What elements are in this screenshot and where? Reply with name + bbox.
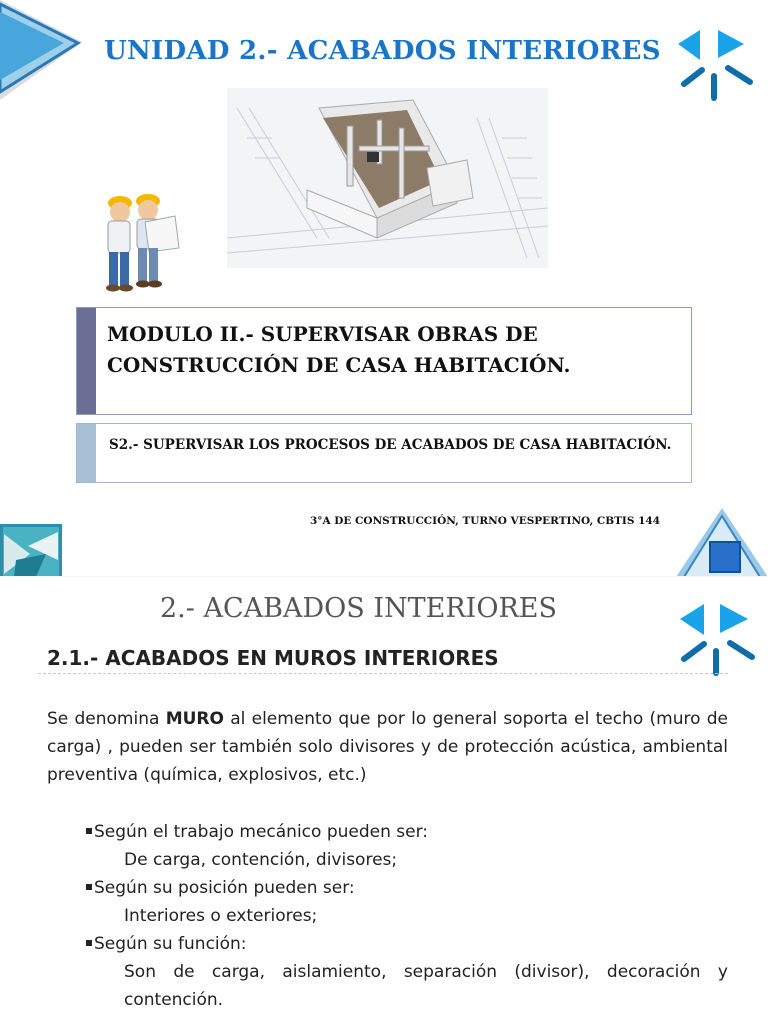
module-box — [76, 307, 692, 415]
list-item — [86, 818, 728, 846]
workers-clipart — [83, 190, 183, 300]
corner-pyramid-icon — [676, 506, 768, 577]
credit-line: 3°A DE CONSTRUCCIÓN, TURNO VESPERTINO, CBTIS 144 — [309, 515, 660, 527]
corner-logo-icon — [674, 26, 756, 102]
list-item-detail: Interiores o exteriores; — [124, 906, 318, 926]
slide-title: UNIDAD 2.- ACABADOS INTERIORES — [104, 36, 661, 66]
list-item-detail: Son de carga, aislamiento, separación (divisor), decoración y contención. — [124, 962, 728, 1010]
module-accent-bar — [77, 308, 96, 414]
submodule-title: S2.- SUPERVISAR LOS PROCESOS DE ACABADOS DE CASA HABITACIÓN. — [109, 437, 672, 453]
para-text-before: Se denomina — [47, 709, 166, 729]
para-text-after: al elemento que por lo general soporta el techo (muro de carga) , pueden ser también solo divisores y de protección acústica, ambiental preventiva (química, explosivos, etc.) — [47, 709, 728, 785]
classification-list — [86, 818, 728, 1014]
para-bold-term: MURO — [165, 709, 224, 729]
corner-triangles-icon — [0, 524, 62, 577]
list-item-label: Según su función: — [94, 934, 247, 954]
dashed-divider — [38, 673, 728, 674]
list-item-label: Según su posición pueden ser: — [94, 878, 355, 898]
submodule-accent-bar — [77, 424, 96, 482]
list-item-detail: De carga, contención, divisores; — [124, 850, 398, 870]
list-item-label: Según el trabajo mecánico pueden ser: — [94, 822, 429, 842]
corner-logo-icon — [676, 599, 758, 677]
list-item — [86, 874, 728, 902]
section-subtitle: 2.1.- ACABADOS EN MUROS INTERIORES — [47, 646, 499, 670]
submodule-box — [76, 423, 692, 483]
play-arrow-icon — [0, 0, 90, 100]
house-model-image — [227, 88, 548, 268]
slide-title: 2.- ACABADOS INTERIORES — [160, 593, 557, 624]
module-title: MODULO II.- SUPERVISAR OBRAS DE CONSTRUCCIÓN DE CASA HABITACIÓN. — [107, 322, 571, 377]
definition-paragraph — [47, 705, 728, 789]
slide-2 — [0, 577, 768, 1024]
list-item — [86, 930, 728, 958]
